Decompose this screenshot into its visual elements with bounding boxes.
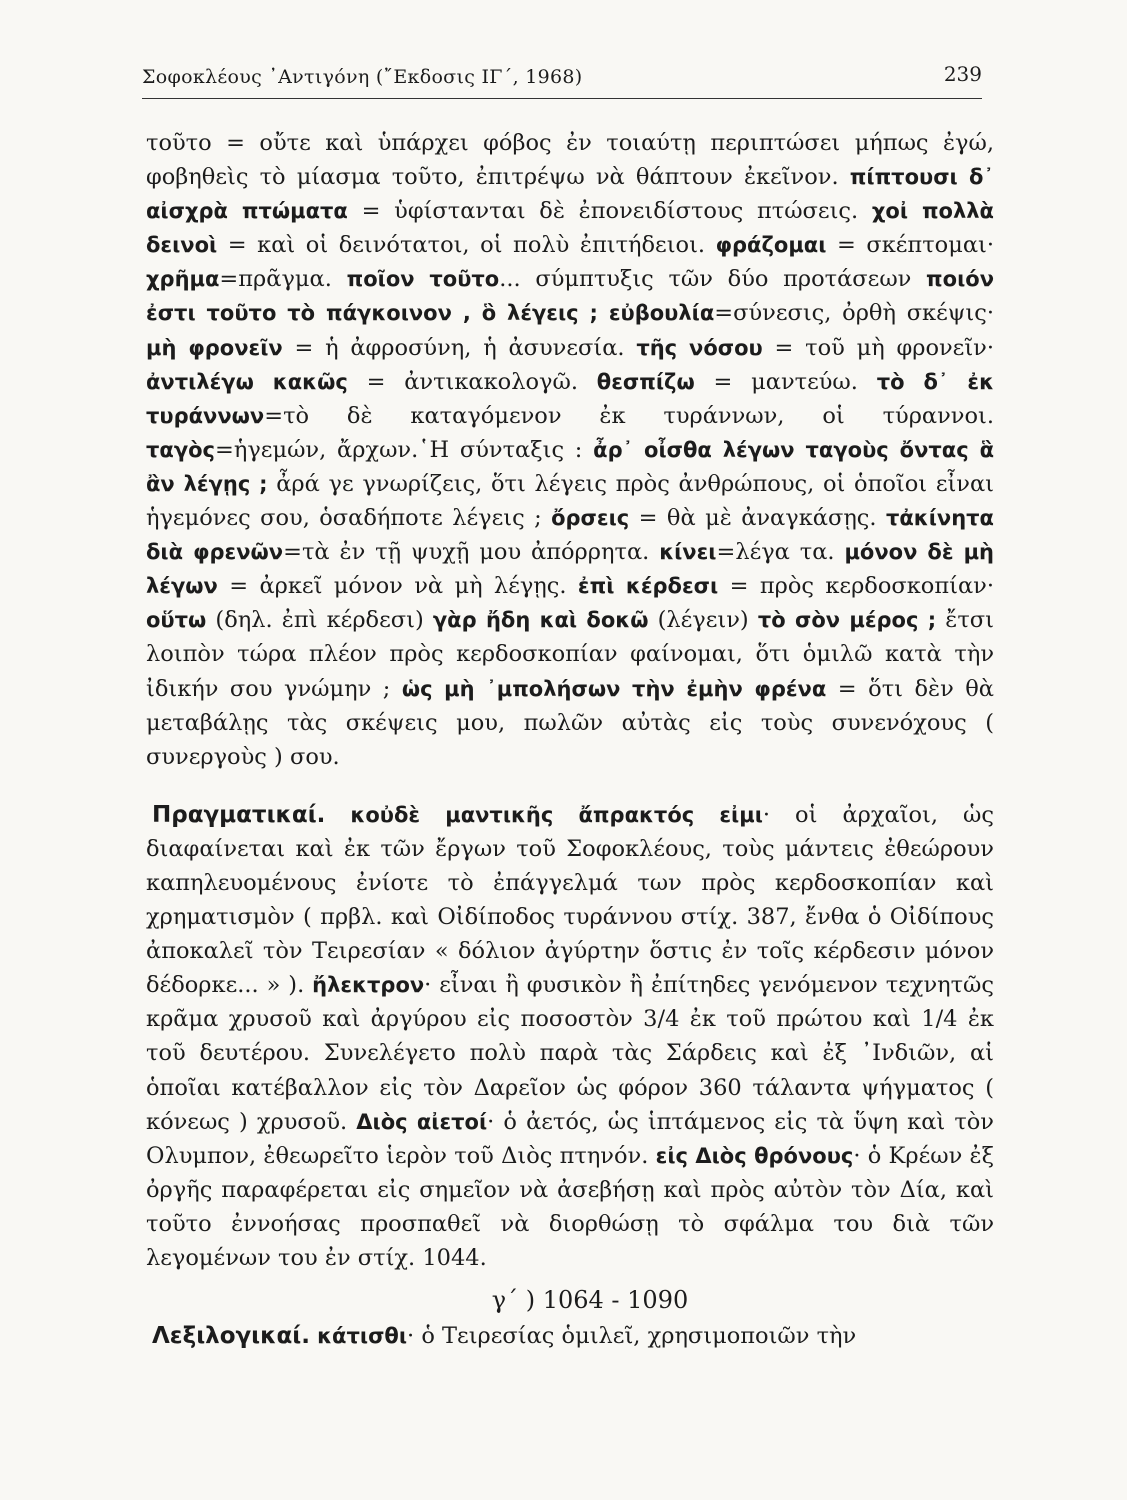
commentary-paragraph-lexical-notes bbox=[146, 1319, 994, 1353]
lemma: ταγὸς bbox=[146, 437, 216, 462]
gloss-text: = ἀντικακολογῶ. bbox=[347, 368, 597, 395]
gloss-text bbox=[325, 802, 350, 828]
body-text bbox=[146, 126, 994, 1353]
gloss-text: =πρᾶγμα. bbox=[219, 266, 347, 293]
gloss-text: = σκέπτομαι· bbox=[826, 232, 994, 259]
lemma: εἰς Διὸς θρόνους bbox=[655, 1143, 854, 1168]
gloss-text: ἔτσι λοιπὸν τώρα πλέον πρὸς κερδοσκοπίαν φαίνομαι, ὅτι ὁμιλῶ κατὰ τὴν ἰδικήν σου γνώμην ; bbox=[146, 607, 994, 702]
gloss-text: =τὸ δὲ καταγόμενον ἐκ τυράννων, οἱ τύραννοι. bbox=[264, 402, 994, 429]
gloss-text: · ὁ Κρέων ἐξ ὀργῆς παραφέρεται εἰς σημεῖον νὰ ἀσεβήσῃ καὶ πρὸς αὐτὸν τὸν Δία, καὶ τοῦτο ἐννοήσας προσπαθεῖ νὰ διορθώσῃ τὸ σφάλμα του διὰ τῶν λεγομένων του ἐν στίχ. 1044. bbox=[146, 1142, 994, 1271]
section-label: Πραγματικαί. bbox=[152, 801, 326, 828]
gloss-text: τοῦτο = οὔτε καὶ ὑπάρχει φόβος ἐν τοιαύτῃ περιπτώσει μήπως ἐγώ, φοβηθεὶς τὸ μίασμα τοῦτο, ἐπιτρέψω νὰ θάπτουν ἐκεῖνον. bbox=[146, 130, 994, 191]
gloss-text: · ὁ ἀετός, ὡς ἱπτάμενος εἰς τὰ ὕψη καὶ τὸν Ολυμπον, ἐθεωρεῖτο ἱερὸν τοῦ Διὸς πτηνόν. bbox=[146, 1108, 994, 1169]
lemma: κάτισθι bbox=[317, 1324, 408, 1349]
gloss-text: = ὅτι δὲν θὰ μεταβάλῃς τὰς σκέψεις μου, πωλῶν αὐτὰς εἰς τοὺς συνενόχους ( συνεργοὺς ) σου. bbox=[146, 675, 994, 770]
gloss-text: · εἶναι ἢ φυσικὸν ἢ ἐπίτηδες γενόμενον τεχνητῶς κρᾶμα χρυσοῦ καὶ ἀργύρου εἰς ποσοστὸν 3/4 ἐκ τοῦ πρώτου καὶ 1/4 ἐκ τοῦ δευτέρου. Συνελέγετο πολὺ παρὰ τὰς Σάρδεις καὶ ἐξ ᾽Ινδιῶν, αἱ ὁποῖαι κατέβαλλον εἰς τὸν Δαρεῖον ὡς φόρον 360 τάλαντα ψήγματος ( κόνεως ) χρυσοῦ. bbox=[146, 972, 994, 1135]
gloss-text: =σύνεσις, ὀρθὴ σκέψις· bbox=[714, 300, 994, 327]
gloss-text: = θὰ μὲ ἀναγκάσῃς. bbox=[629, 505, 886, 532]
lemma: πίπτουσι δ᾽ αἰσχρὰ πτώματα bbox=[146, 165, 994, 224]
lemma: τὸ δ᾽ ἐκ τυράννων bbox=[146, 369, 994, 428]
lemma: ἆρ᾽ οἶσθα λέγων ταγοὺς ὄντας ἃ ἂν λέγῃς ; bbox=[146, 437, 994, 496]
gloss-text: ἆρά γε γνωρίζεις, ὅτι λέγεις πρὸς ἀνθρώπους, οἱ ὁποῖοι εἶναι ἡγεμόνες σου, ὁσαδήποτε λέγεις ; bbox=[146, 470, 994, 532]
lemma: θεσπίζω bbox=[596, 369, 695, 394]
lemma: ὡς μὴ ᾽μπολήσων τὴν ἐμὴν φρένα bbox=[401, 676, 827, 701]
lemma: ὄρσεις bbox=[551, 506, 630, 531]
lemma: ποιόν ἐστι τοῦτο τὸ πάγκοινον , ὃ λέγεις ; εὐβουλία bbox=[146, 267, 994, 326]
gloss-text: = ὑφίστανται δὲ ἐπονειδίστους πτώσεις. bbox=[347, 198, 872, 225]
lemma: χρῆμα bbox=[146, 267, 220, 292]
lemma: οὕτω bbox=[146, 608, 207, 633]
lemma: ἤλεκτρον bbox=[312, 973, 425, 998]
lemma: κίνει bbox=[659, 540, 717, 565]
lemma: κοὐδὲ μαντικῆς ἄπρακτός εἰμι bbox=[350, 802, 763, 827]
gloss-text: (λέγειν) bbox=[648, 607, 758, 634]
commentary-paragraph-factual-notes bbox=[146, 798, 994, 1275]
gloss-text: =ἡγεμών, ἄρχων.῾Η σύνταξις : bbox=[215, 436, 594, 463]
gloss-text: = ἡ ἀφροσύνη, ἡ ἀσυνεσία. bbox=[282, 334, 637, 361]
running-title: Σοφοκλέους ᾽Αντιγόνη (῎Εκδοσις ΙΓ΄, 1968) bbox=[142, 66, 583, 88]
lemma: τὸ σὸν μέρος ; bbox=[757, 608, 937, 633]
lemma: Διὸς αἰετοί bbox=[356, 1109, 488, 1134]
gloss-text: =τὰ ἐν τῇ ψυχῇ μου ἀπόρρητα. bbox=[283, 539, 660, 566]
gloss-text: · οἱ ἀρχαῖοι, ὡς διαφαίνεται καὶ ἐκ τῶν ἔργων τοῦ Σοφοκλέους, τοὺς μάντεις ἐθεώρουν καπηλευομένους ἐνίοτε τὸ ἐπάγγελμά των πρὸς κερδοσκοπίαν καὶ χρηματισμὸν ( πρβλ. καὶ Οἰδίποδος τυράννου στίχ. 387, ἔνθα ὁ Οἰδίπους ἀποκαλεῖ τὸν Τειρεσίαν « δόλιον ἀγύρτην ὅστις ἐν τοῖς κέρδεσιν μόνον δέδορκε... » ). bbox=[146, 801, 994, 999]
gloss-text: = μαντεύω. bbox=[694, 368, 877, 395]
gloss-text: · ὁ Τειρεσίας ὁμιλεῖ, χρησιμοποιῶν τὴν bbox=[407, 1323, 857, 1350]
gloss-text: (δηλ. ἐπὶ κέρδεσι) bbox=[206, 607, 433, 634]
lemma: φράζομαι bbox=[715, 233, 827, 258]
lemma: ἐπὶ κέρδεσι bbox=[577, 574, 719, 599]
gloss-text: ... σύμπτυξις τῶν δύο προτάσεων bbox=[499, 266, 927, 293]
gloss-text: =λέγα τα. bbox=[716, 539, 845, 566]
page-header bbox=[142, 62, 982, 99]
lemma: ποῖον τοῦτο bbox=[346, 267, 500, 292]
lemma: ἀντιλέγω κακῶς bbox=[146, 369, 348, 394]
lemma: χοἰ πολλὰ δεινοὶ bbox=[146, 199, 994, 258]
lemma: μόνον δὲ μὴ λέγων bbox=[146, 540, 995, 599]
lemma: τῆς νόσου bbox=[636, 335, 763, 360]
lemma: γὰρ ἤδη καὶ δοκῶ bbox=[432, 608, 649, 633]
gloss-text: = τοῦ μὴ φρονεῖν· bbox=[762, 334, 994, 361]
gloss-text: = ἀρκεῖ μόνον νὰ μὴ λέγῃς. bbox=[217, 573, 578, 600]
section-label: Λεξιλογικαί. bbox=[152, 1323, 310, 1350]
section-heading: γ΄ ) 1064 - 1090 bbox=[491, 1286, 689, 1315]
lemma: τἀκίνητα διὰ φρενῶν bbox=[146, 506, 994, 565]
gloss-text: = πρὸς κερδοσκοπίαν· bbox=[718, 573, 994, 600]
commentary-paragraph-glosses bbox=[146, 126, 994, 774]
page-number: 239 bbox=[943, 62, 982, 86]
gloss-text: = καὶ οἱ δεινότατοι, οἱ πολὺ ἐπιτήδειοι. bbox=[217, 232, 716, 259]
lemma: μὴ φρονεῖν bbox=[146, 335, 283, 360]
